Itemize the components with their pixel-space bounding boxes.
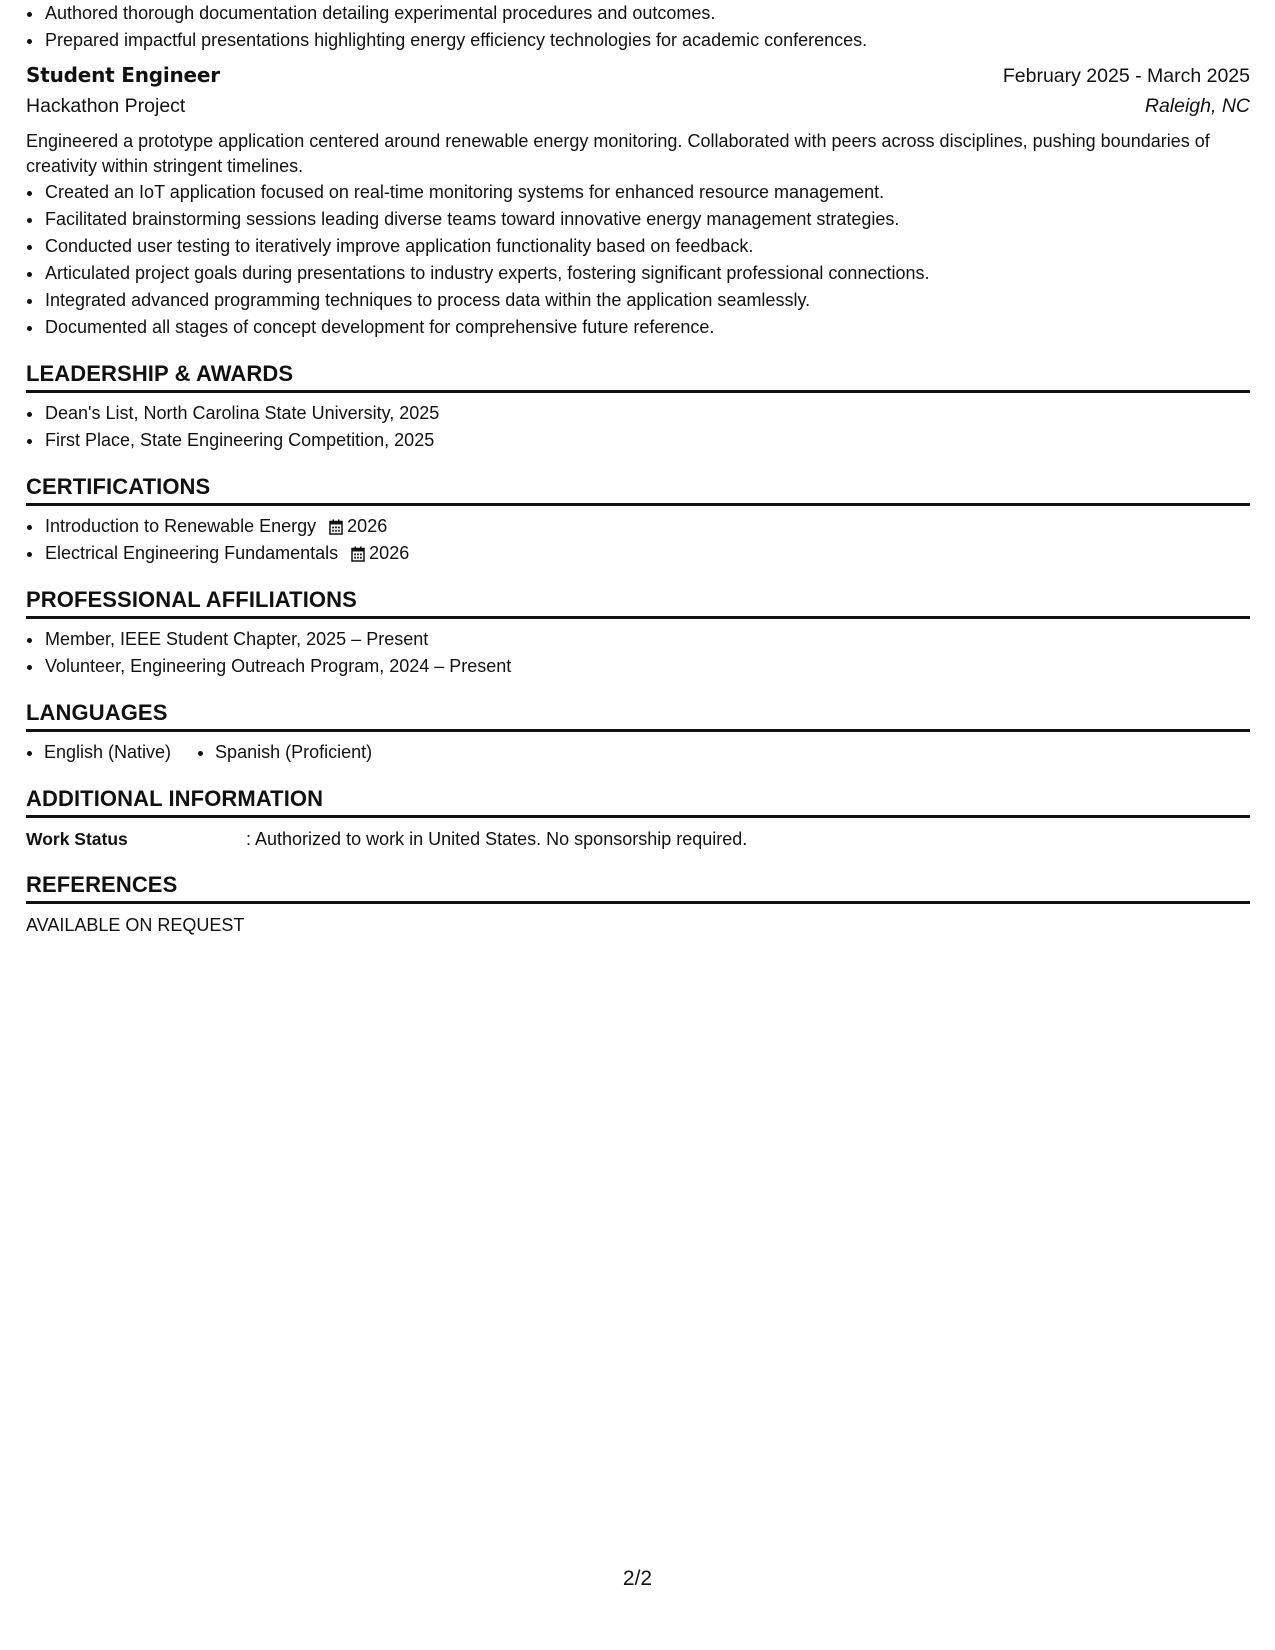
certification-date [351, 540, 409, 567]
certification-name: • Electrical Engineering Fundamentals [45, 543, 339, 563]
list-item: • Prepared impactful presentations highlighting energy efficiency technologies for academic conferences. [44, 27, 1250, 54]
leadership-heading: LEADERSHIP & AWARDS [26, 361, 1250, 393]
list-item: • Volunteer, Engineering Outreach Program, 2024 – Present [44, 653, 1250, 680]
list-item: • Created an IoT application focused on real-time monitoring systems for enhanced resource management. [44, 179, 1250, 206]
additional-info-heading: ADDITIONAL INFORMATION [26, 786, 1250, 818]
list-item: • Integrated advanced programming techniques to process data within the application seamlessly. [44, 287, 1250, 314]
job-dates: February 2025 - March 2025 [1002, 65, 1250, 87]
job-header [26, 63, 1250, 95]
list-item: • Facilitated brainstorming sessions leading diverse teams toward innovative energy management strategies. [44, 206, 1250, 233]
job-title: Student Engineer [26, 63, 220, 87]
resume-page [26, 0, 1250, 938]
list-item: • Articulated project goals during presentations to industry experts, fostering significant professional connections. [44, 260, 1250, 287]
language-item: • Spanish (Proficient) [215, 739, 372, 766]
certification-name: • Introduction to Renewable Energy [45, 516, 317, 536]
calendar-icon [329, 519, 343, 535]
list-item: • First Place, State Engineering Competition, 2025 [44, 427, 1250, 454]
calendar-icon [351, 546, 365, 562]
job-subheader [26, 95, 1250, 125]
work-status-row [26, 827, 1250, 852]
job-organization: Hackathon Project [26, 95, 186, 117]
list-item: • Authored thorough documentation detailing experimental procedures and outcomes. [44, 0, 1250, 27]
language-item: • English (Native) [44, 739, 171, 766]
certification-date [329, 513, 387, 540]
job-bullets [26, 179, 1250, 341]
list-item [44, 513, 1250, 540]
list-item: • Documented all stages of concept development for comprehensive future reference. [44, 314, 1250, 341]
work-status-label: Work Status [26, 829, 128, 849]
certifications-heading: CERTIFICATIONS [26, 474, 1250, 506]
list-item: • Member, IEEE Student Chapter, 2025 – Present [44, 626, 1250, 653]
certifications-list [26, 513, 1250, 567]
affiliations-list [26, 626, 1250, 680]
work-status-value: : Authorized to work in United States. No sponsorship required. [246, 829, 748, 849]
languages-heading: LANGUAGES [26, 700, 1250, 732]
references-text: AVAILABLE ON REQUEST [26, 915, 245, 935]
references-heading: REFERENCES [26, 872, 1250, 904]
list-item [44, 540, 1250, 567]
job-location: Raleigh, NC [1144, 95, 1250, 117]
page-number: 2/2 [622, 1567, 653, 1590]
list-item: • Conducted user testing to iteratively improve application functionality based on feedback. [44, 233, 1250, 260]
certification-year: 2026 [369, 543, 410, 563]
experience-bullets-continued [26, 0, 1250, 54]
list-item: • Dean's List, North Carolina State University, 2025 [44, 400, 1250, 427]
certification-year: 2026 [347, 516, 388, 536]
leadership-list [26, 400, 1250, 454]
languages-list [26, 739, 1250, 766]
job-description: Engineered a prototype application centered around renewable energy monitoring. Collaborated with peers across disciplines, pushing boundaries of creativity within stringent timelines. [26, 131, 1210, 176]
affiliations-heading: PROFESSIONAL AFFILIATIONS [26, 587, 1250, 619]
